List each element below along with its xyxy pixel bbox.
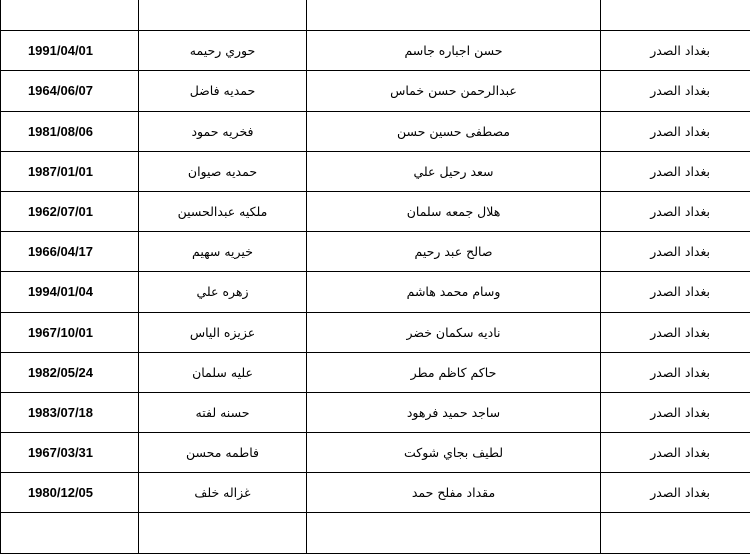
table-row bbox=[1, 31, 750, 71]
table-row bbox=[1, 312, 750, 352]
full-name-cell: عبدالرحمن حسن خماس bbox=[307, 71, 601, 111]
mother-name-cell: فاطمه محسن bbox=[139, 433, 307, 473]
birth-date-cell bbox=[1, 513, 139, 553]
full-name-cell: ساجد حميد فرهود bbox=[307, 392, 601, 432]
table-row bbox=[1, 352, 750, 392]
birth-date-cell bbox=[1, 0, 139, 31]
mother-name-cell: فخريه حمود bbox=[139, 111, 307, 151]
mother-name-cell: حمديه فاضل bbox=[139, 71, 307, 111]
mother-name-cell bbox=[139, 0, 307, 31]
birth-date-cell: 1982/05/24 bbox=[1, 352, 139, 392]
table-row bbox=[1, 272, 750, 312]
table-row bbox=[1, 392, 750, 432]
area-cell: بغداد الصدر bbox=[601, 111, 750, 151]
table-body bbox=[1, 0, 750, 553]
area-cell: بغداد الصدر bbox=[601, 433, 750, 473]
table-row bbox=[1, 0, 750, 31]
table-row bbox=[1, 513, 750, 553]
area-cell: بغداد الصدر bbox=[601, 151, 750, 191]
area-cell: بغداد الصدر bbox=[601, 71, 750, 111]
birth-date-cell: 1987/01/01 bbox=[1, 151, 139, 191]
full-name-cell: صالح عبد رحيم bbox=[307, 232, 601, 272]
birth-date-cell: 1964/06/07 bbox=[1, 71, 139, 111]
mother-name-cell bbox=[139, 513, 307, 553]
table-row bbox=[1, 473, 750, 513]
area-cell: بغداد الصدر bbox=[601, 191, 750, 231]
full-name-cell: حاكم كاظم مطر bbox=[307, 352, 601, 392]
mother-name-cell: زهره علي bbox=[139, 272, 307, 312]
table-row bbox=[1, 232, 750, 272]
area-cell: بغداد الصدر bbox=[601, 473, 750, 513]
table-row bbox=[1, 111, 750, 151]
birth-date-cell: 1981/08/06 bbox=[1, 111, 139, 151]
area-cell: بغداد الصدر bbox=[601, 392, 750, 432]
full-name-cell bbox=[307, 513, 601, 553]
full-name-cell: مقداد مفلح حمد bbox=[307, 473, 601, 513]
mother-name-cell: حمديه صيوان bbox=[139, 151, 307, 191]
birth-date-cell: 1962/07/01 bbox=[1, 191, 139, 231]
area-cell: بغداد الصدر bbox=[601, 232, 750, 272]
birth-date-cell: 1967/03/31 bbox=[1, 433, 139, 473]
birth-date-cell: 1980/12/05 bbox=[1, 473, 139, 513]
table-row bbox=[1, 71, 750, 111]
birth-date-cell: 1966/04/17 bbox=[1, 232, 139, 272]
area-cell: بغداد الصدر bbox=[601, 352, 750, 392]
mother-name-cell: عزيزه الياس bbox=[139, 312, 307, 352]
area-cell: بغداد الصدر bbox=[601, 272, 750, 312]
full-name-cell: لطيف بجاي شوكت bbox=[307, 433, 601, 473]
full-name-cell: هلال جمعه سلمان bbox=[307, 191, 601, 231]
area-cell bbox=[601, 0, 750, 31]
table-row bbox=[1, 151, 750, 191]
mother-name-cell: حسنه لفته bbox=[139, 392, 307, 432]
mother-name-cell: خيريه سهيم bbox=[139, 232, 307, 272]
full-name-cell: ناديه سكمان خضر bbox=[307, 312, 601, 352]
mother-name-cell: ملكيه عبدالحسين bbox=[139, 191, 307, 231]
birth-date-cell: 1994/01/04 bbox=[1, 272, 139, 312]
full-name-cell: سعد رحيل علي bbox=[307, 151, 601, 191]
area-cell: بغداد الصدر bbox=[601, 312, 750, 352]
birth-date-cell: 1967/10/01 bbox=[1, 312, 139, 352]
area-cell bbox=[601, 513, 750, 553]
mother-name-cell: غزاله خلف bbox=[139, 473, 307, 513]
full-name-cell: حسن اجباره جاسم bbox=[307, 31, 601, 71]
birth-date-cell: 1983/07/18 bbox=[1, 392, 139, 432]
full-name-cell: مصطفى حسين حسن bbox=[307, 111, 601, 151]
table-row bbox=[1, 191, 750, 231]
table-row bbox=[1, 433, 750, 473]
full-name-cell bbox=[307, 0, 601, 31]
mother-name-cell: عليه سلمان bbox=[139, 352, 307, 392]
mother-name-cell: حوري رحيمه bbox=[139, 31, 307, 71]
full-name-cell: وسام محمد هاشم bbox=[307, 272, 601, 312]
area-cell: بغداد الصدر bbox=[601, 31, 750, 71]
birth-date-cell: 1991/04/01 bbox=[1, 31, 139, 71]
